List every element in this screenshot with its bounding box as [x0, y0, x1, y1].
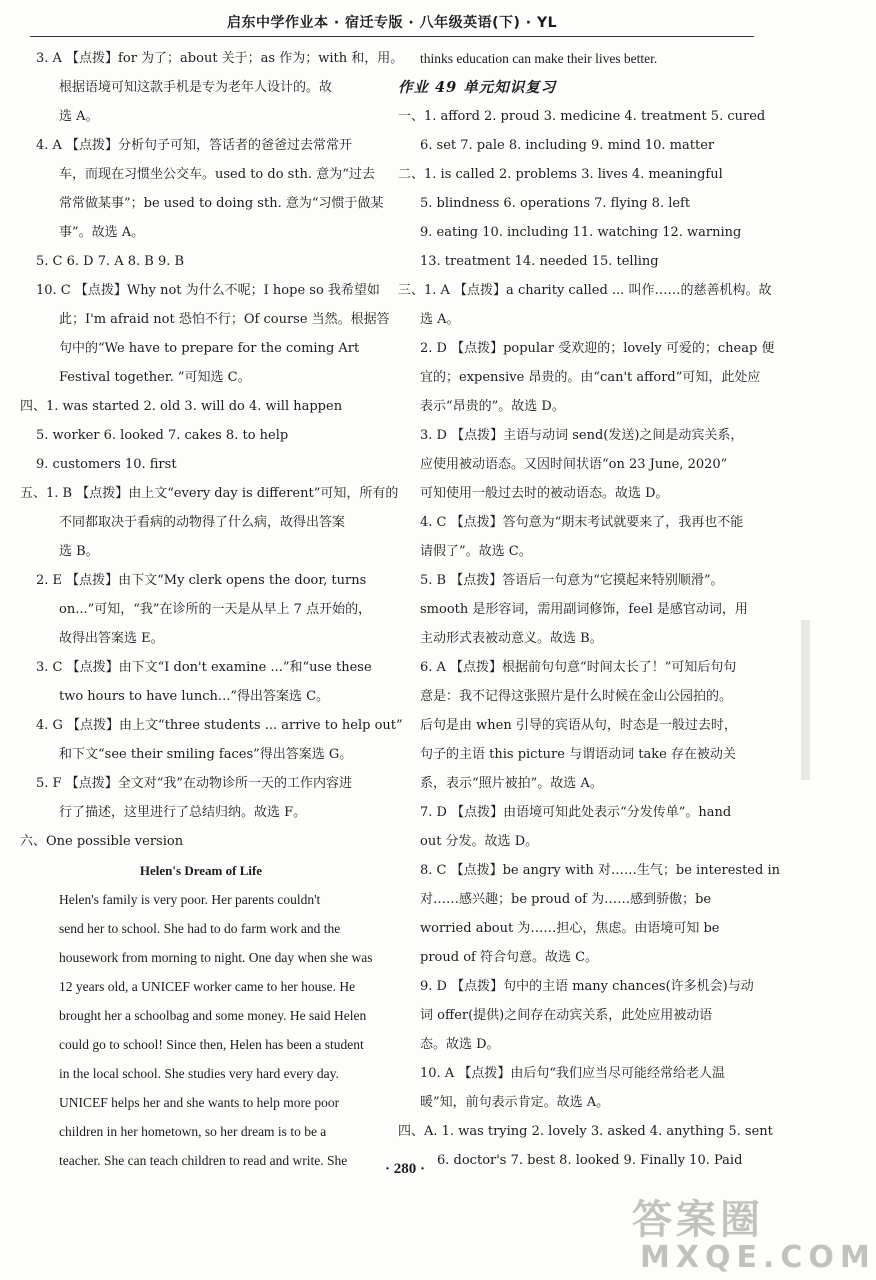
text-line: 车，而现在习惯坐公交车。used to do sth. 意为“过去 [59, 167, 375, 182]
text-line: 选 A。 [420, 312, 460, 327]
text-line: 可知使用一般过去时的被动语态。故选 D。 [420, 486, 669, 501]
text-line: 应使用被动语态。又因时间状语“on 23 June, 2020” [420, 457, 728, 472]
text-line: smooth 是形容词，需用副词修饰，feel 是感官动词，用 [420, 602, 748, 617]
text-line: 句子的主语 this picture 与谓语动词 take 存在被动关 [420, 747, 736, 762]
text-line: 6. doctor's 7. best 8. looked 9. Finally 10. Paid [437, 1153, 743, 1168]
text-line: housework from morning to night. One day when she was [59, 950, 373, 965]
text-line: 12 years old, a UNICEF worker came to her house. He [59, 979, 356, 994]
page-number: · 280 · [384, 1161, 425, 1177]
text-line: 4. A 【点拨】分析句子可知，答话者的爸爸过去常常开 [36, 138, 353, 153]
text-line: 意是：我不记得这张照片是什么时候在金山公园拍的。 [420, 689, 733, 704]
text-line: 6. set 7. pale 8. including 9. mind 10. matter [420, 138, 715, 153]
text-line: out 分发。故选 D。 [420, 834, 539, 849]
text-line: 5. blindness 6. operations 7. flying 8. left [420, 196, 691, 211]
text-line: 9. D 【点拨】句中的主语 many chances(许多机会)与动 [420, 979, 754, 994]
text-line: 句中的“We have to prepare for the coming Art [59, 341, 360, 356]
text-line: 故得出答案选 E。 [59, 631, 164, 646]
text-line: 此；I'm afraid not 恐怕不行；Of course 当然。根据答 [59, 312, 390, 327]
header-divider [30, 36, 754, 37]
text-line: 7. D 【点拨】由语境可知此处表示“分发传单”。hand [420, 805, 732, 820]
text-line: 6. A 【点拨】根据前句句意“时间太长了！”可知后句句 [420, 660, 737, 675]
text-line: 9. customers 10. first [36, 457, 177, 472]
left-column [20, 44, 404, 1175]
text-line: 系，表示“照片被拍”。故选 A。 [420, 776, 603, 791]
text-line: 13. treatment 14. needed 15. telling [420, 254, 659, 269]
text-line: 作业 49 单元知识复习 [398, 79, 557, 96]
watermark-logo [632, 1197, 876, 1276]
text-line: Festival together. ”可知选 C。 [59, 370, 251, 385]
text-line: 2. E 【点拨】由下文“My clerk opens the door, turns [36, 573, 367, 588]
right-column [398, 44, 780, 1175]
text-line: 10. C 【点拨】Why not 为什么不呢；I hope so 我希望如 [36, 283, 380, 298]
text-line: teacher. She can teach children to read and write. She [59, 1153, 348, 1168]
text-line: 三、1. A 【点拨】a charity called ... 叫作……的慈善机构。故 [398, 283, 772, 298]
text-line: could go to school! Since then, Helen has been a student [59, 1037, 364, 1052]
text-line: 3. A 【点拨】for 为了；about 关于；as 作为；with 和，用。 [36, 51, 404, 66]
text-line: 后句是由 when 引导的宾语从句，时态是一般过去时， [420, 718, 737, 733]
text-line: 四、1. was started 2. old 3. will do 4. will happen [20, 399, 343, 414]
text-line: worried about 为……担心，焦虑。由语境可知 be [420, 921, 720, 936]
text-line: 事”。故选 A。 [59, 225, 145, 240]
text-line: two hours to have lunch...”得出答案选 C。 [59, 689, 330, 704]
text-line: Helen's Dream of Life [139, 863, 263, 878]
text-line: 和下文“see their smiling faces”得出答案选 G。 [59, 747, 353, 762]
text-line: thinks education can make their lives better. [420, 51, 658, 66]
text-line: 根据语境可知这款手机是专为老年人设计的。故 [59, 80, 333, 95]
text-line: 主动形式表被动意义。故选 B。 [420, 631, 603, 646]
text-line: 常常做某事”；be used to doing sth. 意为“习惯于做某 [59, 196, 384, 211]
text-line: 5. B 【点拨】答语后一句意为“它摸起来特别顺滑”。 [420, 573, 724, 588]
text-line: 暖”知，前句表示肯定。故选 A。 [420, 1095, 610, 1110]
text-line: 4. G 【点拨】由上文“three students ... arrive to help out” [36, 718, 403, 733]
text-line: children in her hometown, so her dream is to be a [59, 1124, 327, 1139]
watermark-site: MXQE.COM [640, 1240, 876, 1275]
page-edge-shadow [801, 620, 810, 780]
text-line: 5. F 【点拨】全文对“我”在动物诊所一天的工作内容进 [36, 776, 352, 791]
watermark-text: 答案圈 [632, 1197, 764, 1243]
text-line: proud of 符合句意。故选 C。 [420, 950, 599, 965]
text-line: 选 A。 [59, 109, 99, 124]
text-line: in the local school. She studies very hard every day. [59, 1066, 339, 1081]
text-line: 选 B。 [59, 544, 99, 559]
text-line: 态。故选 D。 [420, 1037, 500, 1052]
text-line: brought her a schoolbag and some money. He said Helen [59, 1008, 367, 1023]
text-line: UNICEF helps her and she wants to help more poor [59, 1095, 340, 1110]
page-header: 启东中学作业本 · 宿迁专版 · 八年级英语(下) · YL [226, 15, 558, 31]
text-line: Helen's family is very poor. Her parents couldn't [59, 892, 321, 907]
text-line: 五、1. B 【点拨】由上文“every day is different”可知，所有的 [20, 486, 399, 501]
text-line: 2. D 【点拨】popular 受欢迎的；lovely 可爱的；cheap 便 [420, 341, 775, 356]
text-line: 行了描述，这里进行了总结归纳。故选 F。 [59, 805, 307, 820]
text-line: 宜的；expensive 昂贵的。由“can't afford”可知，此处应 [420, 370, 761, 385]
text-line: 词 offer(提供)之间存在动宾关系，此处应用被动语 [420, 1008, 713, 1023]
text-line: on...”可知，“我”在诊所的一天是从早上 7 点开始的， [59, 602, 372, 617]
text-line: 3. C 【点拨】由下文“I don't examine ...”和“use these [36, 660, 372, 675]
text-line: send her to school. She had to do farm work and the [59, 921, 341, 936]
text-line: 表示“昂贵的”。故选 D。 [420, 399, 565, 414]
text-line: 对……感兴趣；be proud of 为……感到骄傲；be [420, 892, 712, 907]
text-line: 一、1. afford 2. proud 3. medicine 4. treatment 5. cured [398, 109, 766, 124]
text-line: 5. worker 6. looked 7. cakes 8. to help [36, 428, 289, 443]
text-line: 10. A 【点拨】由后句“我们应当尽可能经常给老人温 [420, 1066, 725, 1081]
text-line: 4. C 【点拨】答句意为“期末考试就要来了，我再也不能 [420, 515, 744, 530]
text-line: 8. C 【点拨】be angry with 对……生气；be interested in [420, 863, 780, 878]
text-line: 二、1. is called 2. problems 3. lives 4. meaningful [398, 167, 723, 182]
text-line: 9. eating 10. including 11. watching 12. warning [420, 225, 742, 240]
text-line: 请假了”。故选 C。 [420, 544, 532, 559]
text-line: 四、A. 1. was trying 2. lovely 3. asked 4. anything 5. sent [398, 1124, 773, 1139]
text-line: 3. D 【点拨】主语与动词 send(发送)之间是动宾关系， [420, 428, 744, 443]
text-line: 六、One possible version [20, 834, 184, 849]
text-line: 不同都取决于看病的动物得了什么病，故得出答案 [59, 515, 346, 530]
text-line: 5. C 6. D 7. A 8. B 9. B [36, 254, 185, 269]
